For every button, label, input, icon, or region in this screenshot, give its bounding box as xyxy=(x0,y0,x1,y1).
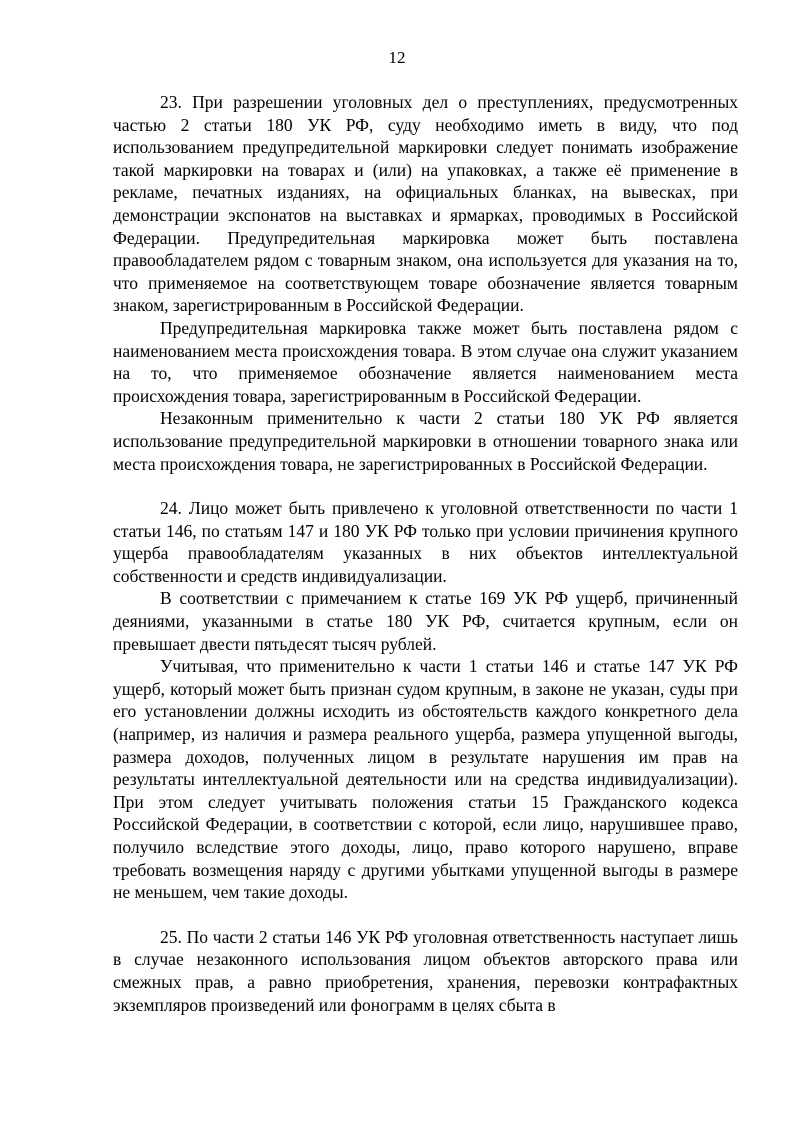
paragraph-24-large-damage: В соответствии с примечанием к статье 169 УК РФ ущерб, причиненный деяниями, указанными в статье 180 УК РФ, считается крупным, если он превышает двести пятьдесят тысяч рублей. xyxy=(113,588,738,654)
paragraph-23-marking-place-of-origin: Предупредительная маркировка также может быть поставлена рядом с наименованием места происхождения товара. В этом случае она служит указанием на то, что применяемое обозначение является наименованием места происхождения товара, зарегистрированным в Российской Федерации. xyxy=(113,317,738,406)
paragraph-gap xyxy=(113,475,738,497)
document-body xyxy=(113,91,738,1016)
paragraph-24-damage-assessment: Учитывая, что применительно к части 1 статьи 146 и статье 147 УК РФ ущерб, который может быть признан судом крупным, в законе не указан, суды при его установлении должны исходить из обстоятельств каждого конкретного дела (например, из наличия и размера реального ущерба, размера упущенной выгоды, размера доходов, полученных лицом в результате нарушения им прав на результаты интеллектуальной деятельности или на средства индивидуализации). При этом следует учитывать положения статьи 15 Гражданского кодекса Российской Федерации, в соответствии с которой, если лицо, нарушившее право, получило вследствие этого доходы, лицо, право которого нарушено, вправе требовать возмещения наряду с другими убытками упущенной выгоды в размере не меньшем, чем такие доходы. xyxy=(113,656,738,903)
paragraph-gap xyxy=(113,904,738,926)
paragraph-24: 24. Лицо может быть привлечено к уголовной ответственности по части 1 статьи 146, по статьям 147 и 180 УК РФ только при условии причинения крупного ущерба правообладателям указанных в них объектов интеллектуальной собственности и средств индивидуализации. xyxy=(113,498,738,586)
paragraph-23: 23. При разрешении уголовных дел о преступлениях, предусмотренных частью 2 статьи 180 УК РФ, суду необходимо иметь в виду, что под использованием предупредительной маркировки следует понимать изображение такой маркировки на товарах и (или) на упаковках, а также её применение в рекламе, печатных изданиях, на официальных бланках, на вывесках, при демонстрации экспонатов на выставках и ярмарках, проводимых в Российской Федерации. Предупредительная маркировка может быть поставлена правообладателем рядом с товарным знаком, она используется для указания на то, что применяемое на соответствующем товаре обозначение является товарным знаком, зарегистрированным в Российской Федерации. xyxy=(113,92,738,316)
paragraph-23-illegal-use: Незаконным применительно к части 2 статьи 180 УК РФ является использование предупредительной маркировки в отношении товарного знака или места происхождения товара, не зарегистрированных в Российской Федерации. xyxy=(113,408,738,474)
page-number: 12 xyxy=(388,48,406,67)
paragraph-25: 25. По части 2 статьи 146 УК РФ уголовная ответственность наступает лишь в случае незаконного использования лицом объектов авторского права или смежных прав, а равно приобретения, хранения, перевозки контрафактных экземпляров произведений или фонограмм в целях сбыта в xyxy=(113,926,738,1015)
